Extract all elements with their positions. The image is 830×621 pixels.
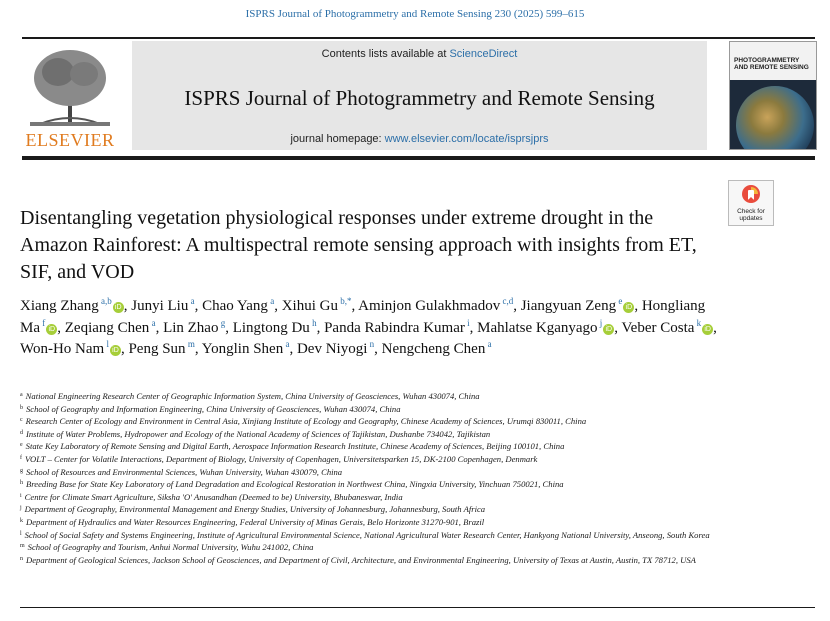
author-separator: , [469,319,474,336]
affiliation-mark: f [20,454,22,461]
affiliation-text: Centre for Climate Smart Agriculture, Siksha 'O' Anusandhan (Deemed to be) University, Bhubaneswar, India [24,491,403,502]
author[interactable] [324,317,474,336]
author-separator: , [57,319,61,336]
affiliation-mark: k [20,517,23,524]
affiliation-text: Institute of Water Problems, Hydropower and Ecology of the National Academy of Sciences of Tajikistan, Dushanbe 734042, Tajikistan [26,428,491,439]
homepage-prefix: journal homepage: [290,133,385,145]
author-affiliation-mark[interactable]: a,b [98,296,112,306]
author-name[interactable]: Aminjon Gulakhmadov [358,298,501,314]
author-name[interactable]: Chao Yang [202,298,268,314]
affiliation-item [20,541,720,554]
author-name[interactable]: Zeqiang Chen [64,319,150,336]
author-separator: , [123,298,128,314]
affiliation-item [20,466,720,479]
author-separator: , [274,298,278,314]
cover-header [730,42,816,80]
author-separator: , [289,341,294,357]
author-name[interactable]: Mahlatse Kganyago [477,319,598,336]
journal-title: ISPRS Journal of Photogrammetry and Remote Sensing [184,86,655,110]
journal-cover-image[interactable] [729,41,817,150]
globe-image [736,86,814,150]
author-name[interactable]: Lingtong Du [232,319,310,336]
affiliation-mark: n [20,555,23,562]
author-name[interactable]: Veber Costa [621,319,695,336]
affiliation-item [20,390,720,403]
header-rule-bottom [22,156,815,160]
author-separator: , [120,341,125,357]
journal-citation[interactable]: ISPRS Journal of Photogrammetry and Remote Sensing 230 (2025) 599–615 [245,8,585,20]
affiliation-text: Department of Geological Sciences, Jackson School of Geosciences, and Department of Civil, Architecture, and Environmental Engineering, University of Texas at Austin, Austin, TX 78712, USA [26,554,696,565]
author-affiliation-mark[interactable]: a [149,317,156,328]
affiliation-item [20,503,720,516]
affiliation-text: Department of Hydraulics and Water Resources Engineering, Federal University of Minas Gerais, Belo Horizonte 31270-901, Brazil [26,516,485,527]
affiliation-text: School of Resources and Environmental Sciences, Wuhan University, Wuhan 430079, China [26,466,343,477]
author-affiliation-mark[interactable]: c,d [500,296,514,306]
affiliation-mark: j [20,505,22,512]
author[interactable] [131,298,198,314]
author[interactable] [128,341,198,357]
author-name[interactable]: Yonglin Shen [201,341,284,357]
affiliation-text: Department of Geography, Environmental Management and Energy Studies, University of Johannesburg, Johannesburg, South Africa [24,504,486,515]
article-title: Disentangling vegetation physiological responses under extreme drought in the Amazon Rainforest: A multispectral remote sensing approach with insights from ET, SIF, and VOD [20,207,697,283]
author-name[interactable]: Dev Niyogi [296,341,368,357]
author-name[interactable]: Hongliang Ma [20,298,706,336]
orcid-icon[interactable]: iD [623,302,634,313]
affiliation-item [20,415,720,428]
crossmark-icon [741,184,761,206]
affiliation-item [20,554,720,567]
author-separator: , [194,298,199,314]
affiliation-item [20,529,720,542]
author-name[interactable]: Panda Rabindra Kumar [324,319,465,336]
affiliation-item [20,453,720,466]
author-separator: , [225,319,229,336]
author-name[interactable]: Lin Zhao [163,319,219,336]
author-affiliation-mark[interactable]: a [188,296,195,306]
contents-prefix: Contents lists available at [321,48,450,60]
check-for-updates-label: Check for updates [737,208,765,222]
orcid-icon[interactable]: iD [46,324,57,335]
author[interactable] [382,341,492,357]
author-separator: , [614,319,619,336]
affiliation-text: State Key Laboratory of Remote Sensing and Digital Earth, Aerospace Information Research Institute, Chinese Academy of Sciences, Beijing 100101, China [25,441,565,452]
author[interactable] [202,298,278,314]
author-affiliation-mark[interactable]: b,* [337,296,352,306]
orcid-icon[interactable]: iD [603,324,614,335]
author-affiliation-mark[interactable]: i [464,317,470,328]
affiliation-text: School of Geography and Tourism, Anhui Normal University, Wuhu 241002, China [27,542,314,553]
publisher-name: ELSEVIER [25,130,115,150]
orcid-icon[interactable]: iD [110,345,121,356]
orcid-icon[interactable]: iD [702,324,713,335]
affiliation-mark: i [20,492,22,499]
author[interactable] [20,298,127,314]
check-for-updates-button[interactable] [728,180,774,226]
affiliation-item [20,403,720,416]
author-name[interactable]: Nengcheng Chen [381,341,486,357]
affiliation-mark: c [20,417,23,424]
journal-homepage-link[interactable]: www.elsevier.com/locate/isprsjprs [384,133,549,145]
author-affiliation-mark[interactable]: j [597,317,603,328]
author-affiliation-mark[interactable]: a [485,339,492,349]
author-name[interactable]: Xiang Zhang [20,298,99,314]
author-separator: , [155,319,160,336]
affiliation-text: School of Social Safety and Systems Engineering, Institute of Agricultural Environmental Science, National Agricultural Water Research Center, Hankyong National University, Anseong, South Korea [24,529,710,540]
affiliation-text: National Engineering Research Center of Geographic Information System, China University of Geosciences, Wuhan 430074, China [25,391,480,401]
affiliation-item [20,478,720,491]
affiliation-text: School of Geography and Information Engineering, China University of Geosciences, Wuhan 430074, China [26,403,401,414]
author-separator: , [351,298,356,314]
author-separator: , [316,319,321,336]
affiliation-mark: h [20,480,23,487]
affiliation-mark: m [20,543,25,550]
affiliation-mark: g [20,467,23,474]
affiliation-list [20,390,720,566]
author-affiliation-mark[interactable]: a [283,339,290,349]
author-affiliation-mark[interactable]: e [616,296,623,306]
affiliation-mark: a [20,392,23,398]
cover-title: PHOTOGRAMMETRY AND REMOTE SENSING [734,57,809,71]
author-separator: , [713,319,717,336]
author[interactable] [621,317,717,336]
author-affiliation-mark[interactable]: h [309,317,317,328]
affiliation-item [20,440,720,453]
author-separator: , [634,298,639,314]
footer-rule [20,607,815,608]
affiliation-text: Breeding Base for State Key Laboratory of Land Degradation and Ecological Restoration in Northwest China, Ningxia University, Yinchuan 750021, China [26,479,564,490]
contents-line [132,48,707,60]
author-affiliation-mark[interactable]: g [218,317,226,328]
author[interactable] [477,317,619,336]
affiliation-text: Research Center of Ecology and Environment in Central Asia, Xinjiang Institute of Ecology and Geography, Chinese Academy of Sciences, Urumqi 830011, China [25,416,587,427]
homepage-line [132,133,707,145]
author-affiliation-mark[interactable]: f [40,317,46,328]
author[interactable] [297,341,378,357]
author-affiliation-mark[interactable]: a [267,296,275,306]
orcid-icon[interactable]: iD [113,302,124,313]
affiliation-mark: e [20,442,23,449]
author-affiliation-mark[interactable]: k [694,317,702,328]
affiliation-mark: d [20,429,23,436]
author[interactable] [521,298,638,314]
header-rule-top [22,37,815,39]
author[interactable] [358,298,517,314]
author[interactable] [202,341,293,357]
author-name[interactable]: Won-Ho Nam [20,341,105,357]
affiliation-mark: l [20,530,22,537]
author-affiliation-mark[interactable]: l [104,339,109,349]
author-name[interactable]: Jiangyuan Zeng [520,298,617,314]
affiliation-mark: b [20,404,23,411]
author-separator: , [194,341,199,357]
sciencedirect-link[interactable]: ScienceDirect [449,48,518,60]
affiliation-item [20,428,720,441]
affiliation-item [20,491,720,504]
author-separator: , [513,298,517,314]
author-name[interactable]: Peng Sun [128,341,186,357]
author-list [20,296,720,361]
author-affiliation-mark[interactable]: m [185,339,195,349]
author-affiliation-mark[interactable]: n [367,339,375,349]
journal-masthead [132,41,707,150]
author[interactable] [232,317,321,336]
affiliation-item [20,516,720,529]
author-name[interactable]: Junyi Liu [131,298,189,314]
author[interactable] [64,317,160,336]
author[interactable] [163,317,229,336]
author[interactable] [282,298,356,314]
author-separator: , [374,341,378,357]
author[interactable] [20,341,125,357]
affiliation-text: VOLT – Center for Volatile Interactions, Department of Biology, University of Copenhagen, Universitetsparken 15, DK-2100 Copenhagen, Denmark [25,453,538,464]
author-name[interactable]: Xihui Gu [281,298,338,314]
